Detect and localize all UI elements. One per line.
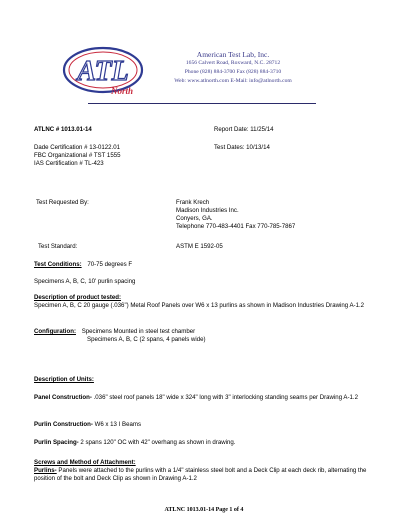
description-heading: Description of product tested: (34, 294, 122, 301)
description-text: Specimen A, B, C 20 gauge (.036") Metal Roof Panels over W6 x 13 purlins as shown in Madison Industries Drawing A-1.2 (34, 302, 365, 309)
company-block (138, 50, 328, 86)
test-dates: Test Dates: 10/13/14 (214, 144, 270, 151)
purlin-construction-text: W6 x 13 I Beams (92, 421, 141, 428)
header-divider (88, 103, 316, 104)
panel-construction (34, 394, 380, 402)
purlin-spacing-label: Purlin Spacing- (34, 439, 79, 446)
requested-line: Telephone 770-483-4401 Fax 770-785-7867 (176, 223, 296, 230)
fbc-organizational: FBC Organizational # TST 1555 (34, 152, 121, 159)
dade-certification: Dade Certification # 13-0122.01 (34, 144, 121, 151)
requested-line: Madison Industries Inc. (176, 207, 239, 214)
company-phone-fax: Phone (828) 884-3700 Fax (828) 884-3710 (184, 69, 282, 75)
test-conditions-label: Test Conditions: (34, 261, 82, 268)
test-standard-label: Test Standard: (38, 243, 78, 250)
purlins-text: Panels were attached to the purlins with a 1/4" stainless steel bolt and a Deck Clip at each deck rib, alternating the position of the bolt and Deck Clip as shown in Drawing A-1.2 (34, 467, 367, 482)
test-conditions-value: 70-75 degrees F (87, 261, 133, 268)
units-heading: Description of Units: (34, 376, 94, 383)
atlnc-number: ATLNC # 1013.01-14 (34, 126, 92, 133)
purlin-construction-label: Purlin Construction- (34, 421, 93, 428)
configuration-label: Configuration: (34, 328, 76, 335)
specimens-line: Specimens A, B, C, 10' purlin spacing (34, 278, 136, 285)
configuration-line1: Specimens Mounted in steel test chamber (81, 328, 196, 335)
requested-line: Conyers, GA. (176, 215, 213, 222)
requested-line: Frank Krech (176, 199, 210, 206)
logo-text: ATL (77, 56, 129, 87)
company-address: 1656 Calvert Road, Roxward, N.C. 28712 (185, 60, 281, 66)
atl-north-logo (62, 40, 144, 100)
panel-construction-label: Panel Construction- (34, 394, 92, 401)
test-standard-value: ASTM E 1592-05 (176, 243, 223, 250)
requested-by-label: Test Requested By: (36, 199, 89, 206)
purlins-label: Purlins- (34, 467, 57, 474)
purlins-attachment (34, 467, 380, 482)
screws-heading: Screws and Method of Attachment: (34, 459, 136, 466)
purlin-spacing-text: 2 spans 120" OC with 42" overhang as shown in drawing. (78, 439, 236, 446)
configuration-line2: Specimens A, B, C (2 spans, 4 panels wide) (87, 336, 206, 343)
ias-certification: IAS Certification # TL-423 (34, 160, 104, 167)
company-web-email: Web: www.atlnorth.com E-Mail: info@atlnorth.com (174, 78, 292, 84)
page-footer: ATLNC 1013.01-14 Page 1 of 4 (164, 507, 244, 513)
company-name: American Test Lab, Inc. (196, 50, 270, 59)
panel-construction-text: .036" steel roof panels 18" wide x 324" long with 3" interlocking standing seams per Drawing A-1.2 (91, 394, 358, 401)
logo-subtext: North (110, 86, 134, 96)
report-date: Report Date: 11/25/14 (214, 126, 274, 133)
